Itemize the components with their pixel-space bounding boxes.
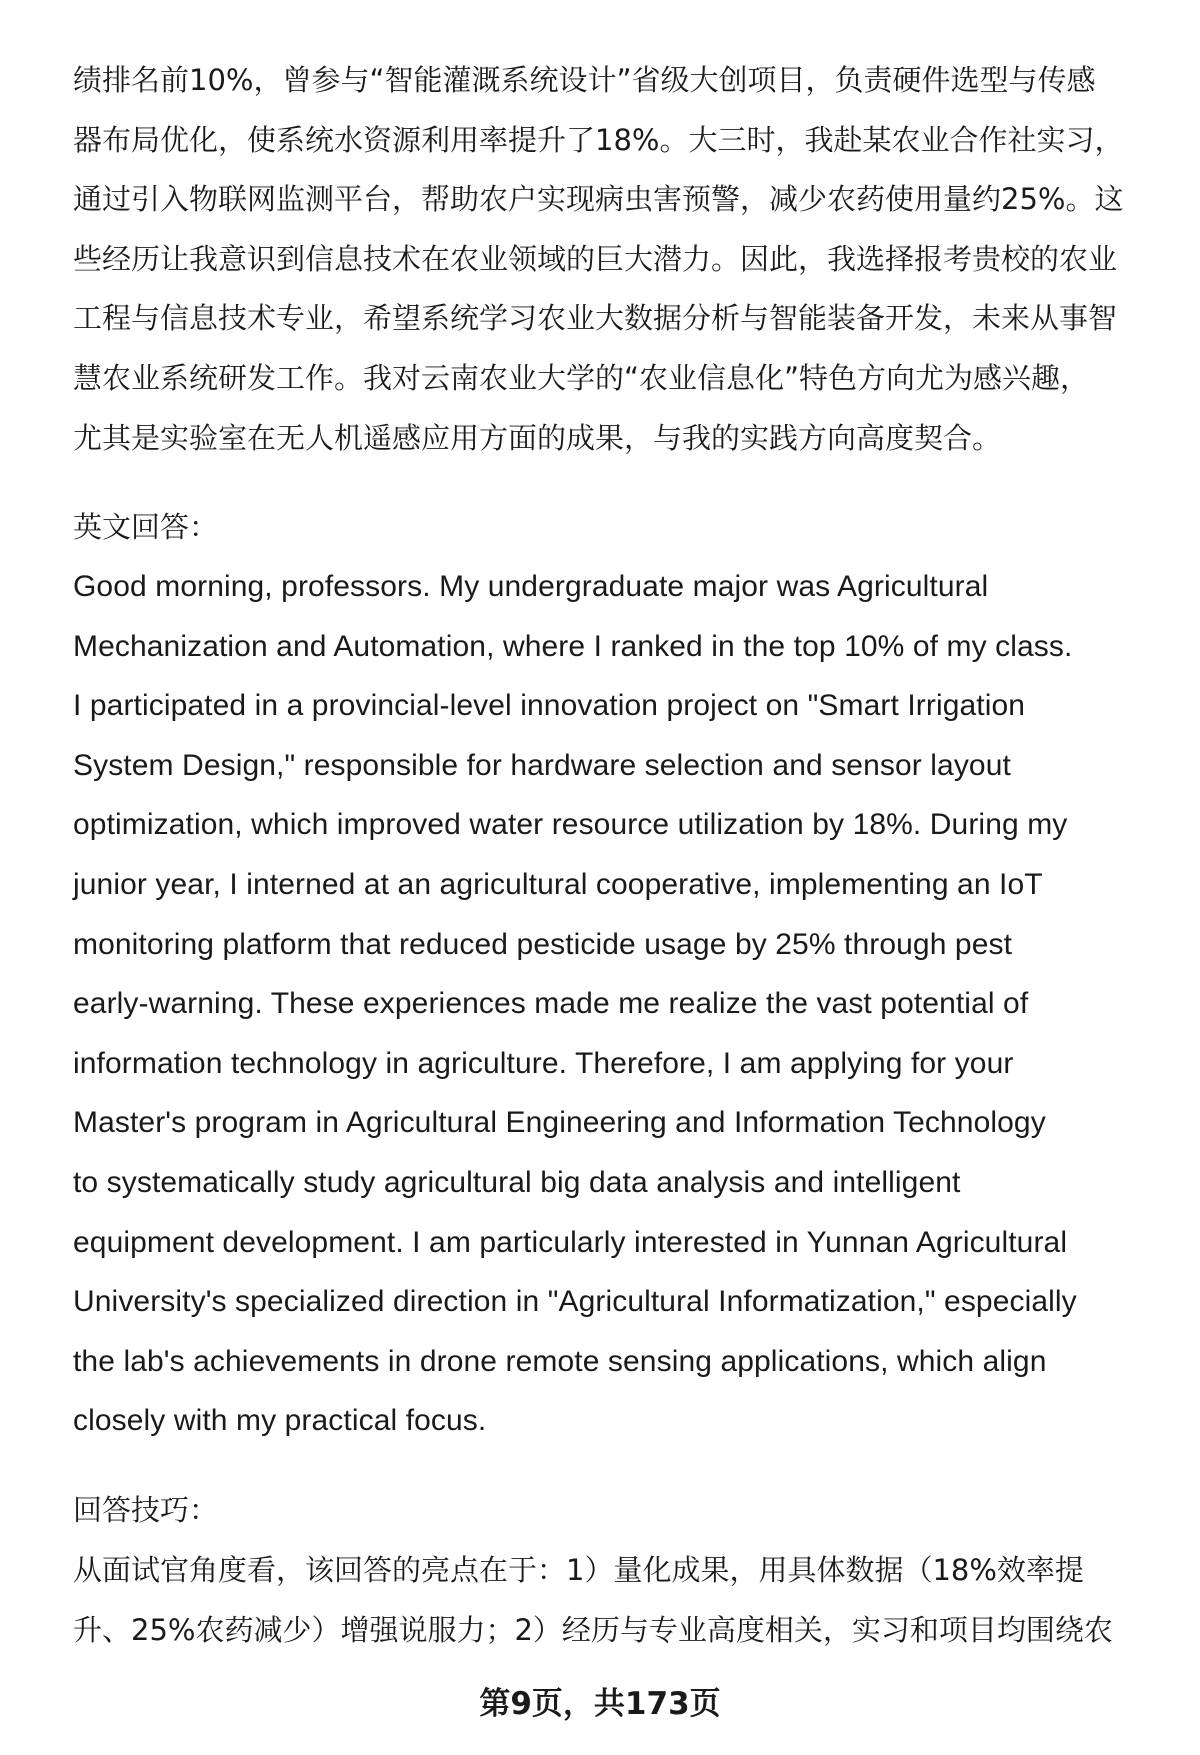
text-line: closely with my practical focus. bbox=[73, 1404, 487, 1438]
text-line: information technology in agriculture. Therefore, I am applying for your bbox=[73, 1046, 1014, 1080]
text-line: 从面试官角度看，该回答的亮点在于：1）量化成果，用具体数据（18%效率提 bbox=[73, 1553, 1084, 1587]
tips-heading: 回答技巧： bbox=[73, 1493, 219, 1527]
text-line: 升、25%农药减少）增强说服力；2）经历与专业高度相关，实习和项目均围绕农 bbox=[73, 1612, 1113, 1647]
page-number: 第9页，共173页 bbox=[479, 1686, 721, 1722]
text-line: 器布局优化，使系统水资源利用率提升了18%。大三时，我赴某农业合作社实习， bbox=[73, 122, 1124, 157]
text-line: I participated in a provincial-level innovation project on "Smart Irrigation bbox=[73, 689, 1026, 723]
text-line: equipment development. I am particularly interested in Yunnan Agricultural bbox=[73, 1225, 1068, 1259]
text-line: 绩排名前10%，曾参与“智能灌溉系统设计”省级大创项目，负责硬件选型与传感 bbox=[73, 63, 1096, 97]
text-line: 慧农业系统研发工作。我对云南农业大学的“农业信息化”特色方向尤为感兴趣， bbox=[73, 361, 1090, 395]
text-line: Mechanization and Automation, where I ranked in the top 10% of my class. bbox=[73, 629, 1073, 663]
text-line: junior year, I interned at an agricultural cooperative, implementing an IoT bbox=[73, 868, 1043, 901]
text-line: System Design," responsible for hardware selection and sensor layout bbox=[73, 748, 1011, 782]
text-line: 工程与信息技术专业，希望系统学习农业大数据分析与智能装备开发，未来从事智 bbox=[73, 301, 1118, 336]
english-heading: 英文回答： bbox=[73, 510, 219, 544]
text-line: University's specialized direction in "Agricultural Informatization," especially bbox=[73, 1285, 1077, 1319]
text-line: monitoring platform that reduced pesticide usage by 25% through pest bbox=[73, 927, 1013, 961]
text-line: 尤其是实验室在无人机遥感应用方面的成果，与我的实践方向高度契合。 bbox=[73, 420, 1002, 455]
text-line: to systematically study agricultural big data analysis and intelligent bbox=[73, 1166, 961, 1199]
text-line: Good morning, professors. My undergraduate major was Agricultural bbox=[73, 570, 989, 603]
text-line: 通过引入物联网监测平台，帮助农户实现病虫害预警，减少农药使用量约25%。这 bbox=[73, 182, 1124, 217]
text-line: 些经历让我意识到信息技术在农业领域的巨大潜力。因此，我选择报考贵校的农业 bbox=[73, 241, 1118, 276]
text-line: early-warning. These experiences made me realize the vast potential of bbox=[73, 987, 1029, 1021]
text-line: the lab's achievements in drone remote sensing applications, which align bbox=[73, 1344, 1047, 1378]
text-line: optimization, which improved water resource utilization by 18%. During my bbox=[73, 808, 1068, 842]
text-line: Master's program in Agricultural Engineering and Information Technology bbox=[73, 1106, 1046, 1140]
